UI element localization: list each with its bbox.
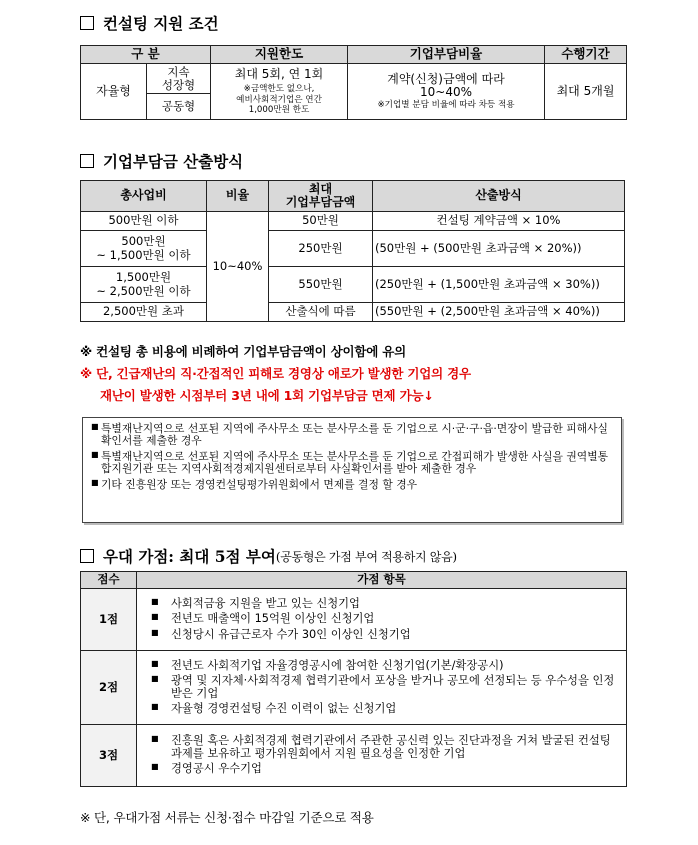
table-row-method: (550만원 + (2,500만원 초과금액 × 40%)) — [373, 303, 625, 322]
list-item: ■ 전년도 매출액이 15억원 이상인 신청기업 — [151, 612, 375, 626]
header-period: 수행기간 — [545, 46, 627, 64]
burden-calculation-table — [80, 180, 625, 322]
section3-title: 우대 가점: 최대 5점 부여 — [103, 547, 276, 566]
list-item: ■ 사회적금융 지원을 받고 있는 신청기업 — [151, 596, 360, 610]
checkbox-icon — [80, 16, 94, 30]
items-cell — [137, 725, 627, 787]
square-bullet-icon: ■ — [151, 734, 159, 744]
section2-heading — [80, 150, 243, 172]
header-category: 구 분 — [81, 46, 211, 64]
exemption-conditions-box — [82, 417, 622, 523]
score-cell: 2점 — [81, 651, 137, 725]
square-bullet-icon: ■ — [91, 477, 99, 487]
table-row-max: 50만원 — [269, 212, 373, 231]
table-row-max: 산출식에 따름 — [269, 303, 373, 322]
section1-title: 컨설팅 지원 조건 — [103, 14, 219, 33]
score-cell: 3점 — [81, 725, 137, 787]
support-conditions-table — [80, 45, 627, 120]
footer-note: ※ 단, 우대가점 서류는 신청·접수 마감일 기준으로 적용 — [80, 810, 374, 825]
note-disaster-2: 재난이 발생한 시점부터 3년 내에 1회 기업부담금 면제 가능↓ — [100, 388, 434, 403]
table-row-total: 2,500만원 초과 — [81, 303, 207, 322]
list-item: ■ 특별재난지역으로 선포된 지역에 주사무소 또는 분사무소를 둔 기업으로 시·군·구·읍·면장이 발급한 피해사실확인서를 제출한 경우 — [91, 422, 608, 447]
header-items: 가점 항목 — [137, 572, 627, 589]
table-row-method: (50만원 + (500만원 초과금액 × 20%)) — [373, 231, 625, 267]
header-rate: 비율 — [207, 181, 269, 212]
square-bullet-icon: ■ — [91, 449, 99, 459]
list-item: ■ 광역 및 지자체·사회적경제 협력기관에서 포상을 받거나 공모에 선정되는 등 우수성을 인정받은 기업 — [151, 674, 615, 700]
square-bullet-icon: ■ — [91, 422, 99, 431]
square-bullet-icon: ■ — [151, 658, 159, 668]
checkbox-icon — [80, 549, 94, 563]
type-joint: 공동형 — [147, 94, 211, 120]
score-cell: 1점 — [81, 589, 137, 651]
square-bullet-icon: ■ — [151, 762, 159, 772]
header-ratio: 기업부담비율 — [348, 46, 545, 64]
header-total: 총사업비 — [81, 181, 207, 212]
table-row-max: 250만원 — [269, 231, 373, 267]
items-cell — [137, 651, 627, 725]
period-cell: 최대 5개월 — [545, 64, 627, 120]
ratio-cell: 계약(신청)금액에 따라 10~40% ※기업별 분담 비율에 따라 차등 적용 — [348, 64, 545, 120]
square-bullet-icon: ■ — [151, 596, 159, 606]
square-bullet-icon: ■ — [151, 674, 159, 684]
list-item: ■ 진흥원 혹은 사회적경제 협력기관에서 주관한 공신력 있는 진단과정을 거쳐 발굴된 컨설팅 과제를 보유하고 평가위원회에서 지원 필요성을 인정한 기업 — [151, 734, 611, 760]
square-bullet-icon: ■ — [151, 612, 159, 622]
header-max: 최대 기업부담금액 — [269, 181, 373, 212]
rate-cell: 10~40% — [207, 212, 269, 322]
table-row-method: (250만원 + (1,500만원 초과금액 × 30%)) — [373, 267, 625, 303]
square-bullet-icon: ■ — [151, 701, 159, 711]
bonus-points-table — [80, 571, 627, 787]
items-cell — [137, 589, 627, 651]
header-limit: 지원한도 — [211, 46, 348, 64]
list-item: ■ 신청당시 유급근로자 수가 30인 이상인 신청기업 — [151, 627, 411, 641]
section1-heading — [80, 12, 219, 34]
table-row-total: 500만원 ~ 1,500만원 이하 — [81, 231, 207, 267]
limit-cell: 최대 5회, 연 1회 ※금액한도 없으나, 예비사회적기업은 연간 1,000만원 한도 — [211, 64, 348, 120]
table-row-max: 550만원 — [269, 267, 373, 303]
note-proportional: ※ 컨설팅 총 비용에 비례하여 기업부담금액이 상이함에 유의 — [80, 344, 407, 359]
checkbox-icon — [80, 154, 94, 168]
square-bullet-icon: ■ — [151, 627, 159, 637]
list-item: ■ 기타 진흥원장 또는 경영컨설팅평가위원회에서 면제를 결정 할 경우 — [91, 477, 418, 491]
section2-title: 기업부담금 산출방식 — [103, 152, 244, 171]
list-item: ■ 자율형 경영컨설팅 수진 이력이 없는 신청기업 — [151, 701, 397, 715]
note-disaster-1: ※ 단, 긴급재난의 직·간접적인 피해로 경영상 애로가 발생한 기업의 경우 — [80, 366, 471, 381]
type-sustainable: 지속 성장형 — [147, 64, 211, 94]
list-item: ■ 전년도 사회적기업 자율경영공시에 참여한 신청기업(기본/확장공시) — [151, 658, 504, 672]
header-score: 점수 — [81, 572, 137, 589]
table-row-total: 1,500만원 ~ 2,500만원 이하 — [81, 267, 207, 303]
header-method: 산출방식 — [373, 181, 625, 212]
category-cell: 자율형 — [81, 64, 147, 120]
list-item: ■ 경영공시 우수기업 — [151, 762, 262, 776]
section3-heading — [80, 545, 457, 567]
list-item: ■ 특별재난지역으로 선포된 지역에 주사무소 또는 분사무소를 둔 기업으로 간접피해가 발생한 사실을 권역별통합지원기관 또는 지역사회적경제지원센터로부터 사실확인서를 받아 제출한 경우 — [91, 449, 609, 475]
table-row-method: 컨설팅 계약금액 × 10% — [373, 212, 625, 231]
section3-subtitle: (공동형은 가점 부여 적용하지 않음) — [275, 549, 457, 564]
table-row-total: 500만원 이하 — [81, 212, 207, 231]
